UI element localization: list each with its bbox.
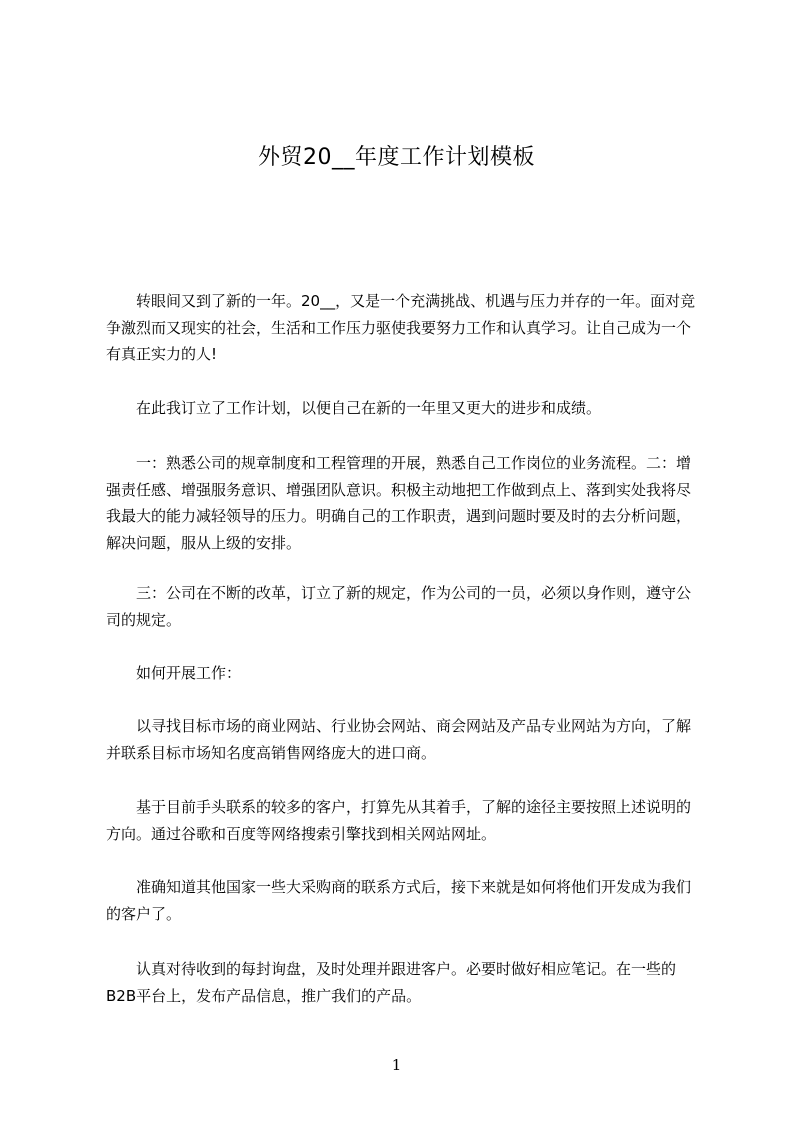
paragraph-block <box>106 450 702 556</box>
page-number: 1 <box>391 1056 402 1074</box>
paragraph: 准确知道其他国家一些大采购商的联系方式后，接下来就是如何将他们开发成为我们的客户了。 <box>106 878 692 923</box>
paragraph-block <box>106 660 702 687</box>
document-title: 外贸20__年度工作计划模板 <box>258 145 535 170</box>
paragraph-block <box>106 956 702 1009</box>
paragraph-block <box>106 874 702 927</box>
paragraph-block <box>106 794 702 847</box>
paragraph: 以寻找目标市场的商业网站、行业协会网站、商会网站及产品专业网站为方向，了解并联系目标市场知名度高销售网络庞大的进口商。 <box>106 717 692 762</box>
paragraph-block <box>106 713 702 766</box>
section-heading: 如何开展工作： <box>136 664 242 682</box>
paragraph: 基于目前手头联系的较多的客户，打算先从其着手，了解的途径主要按照上述说明的方向。通过谷歌和百度等网络搜索引擎找到相关网站网址。 <box>106 798 692 843</box>
paragraph-block <box>106 395 702 422</box>
paragraph: 一：熟悉公司的规章制度和工程管理的开展，熟悉自己工作岗位的业务流程。二：增强责任感、增强服务意识、增强团队意识。积极主动地把工作做到点上、落到实处我将尽我最大的能力减轻领导的压力。明确自己的工作职责，遇到问题时要及时的去分析问题，解决问题，服从上级的安排。 <box>106 454 692 552</box>
paragraph-block <box>106 580 702 633</box>
paragraph: 认真对待收到的每封询盘，及时处理并跟进客户。必要时做好相应笔记。在一些的B2B平台上，发布产品信息，推广我们的产品。 <box>106 960 677 1005</box>
paragraph: 三：公司在不断的改革，订立了新的规定，作为公司的一员，必须以身作则，遵守公司的规定。 <box>106 584 692 629</box>
paragraph: 转眼间又到了新的一年。20__，又是一个充满挑战、机遇与压力并存的一年。面对竞争激烈而又现实的社会，生活和工作压力驱使我要努力工作和认真学习。让自己成为一个有真正实力的人! <box>106 292 696 363</box>
paragraph: 在此我订立了工作计划，以便自己在新的一年里又更大的进步和成绩。 <box>136 399 602 417</box>
paragraph-block <box>106 288 702 368</box>
